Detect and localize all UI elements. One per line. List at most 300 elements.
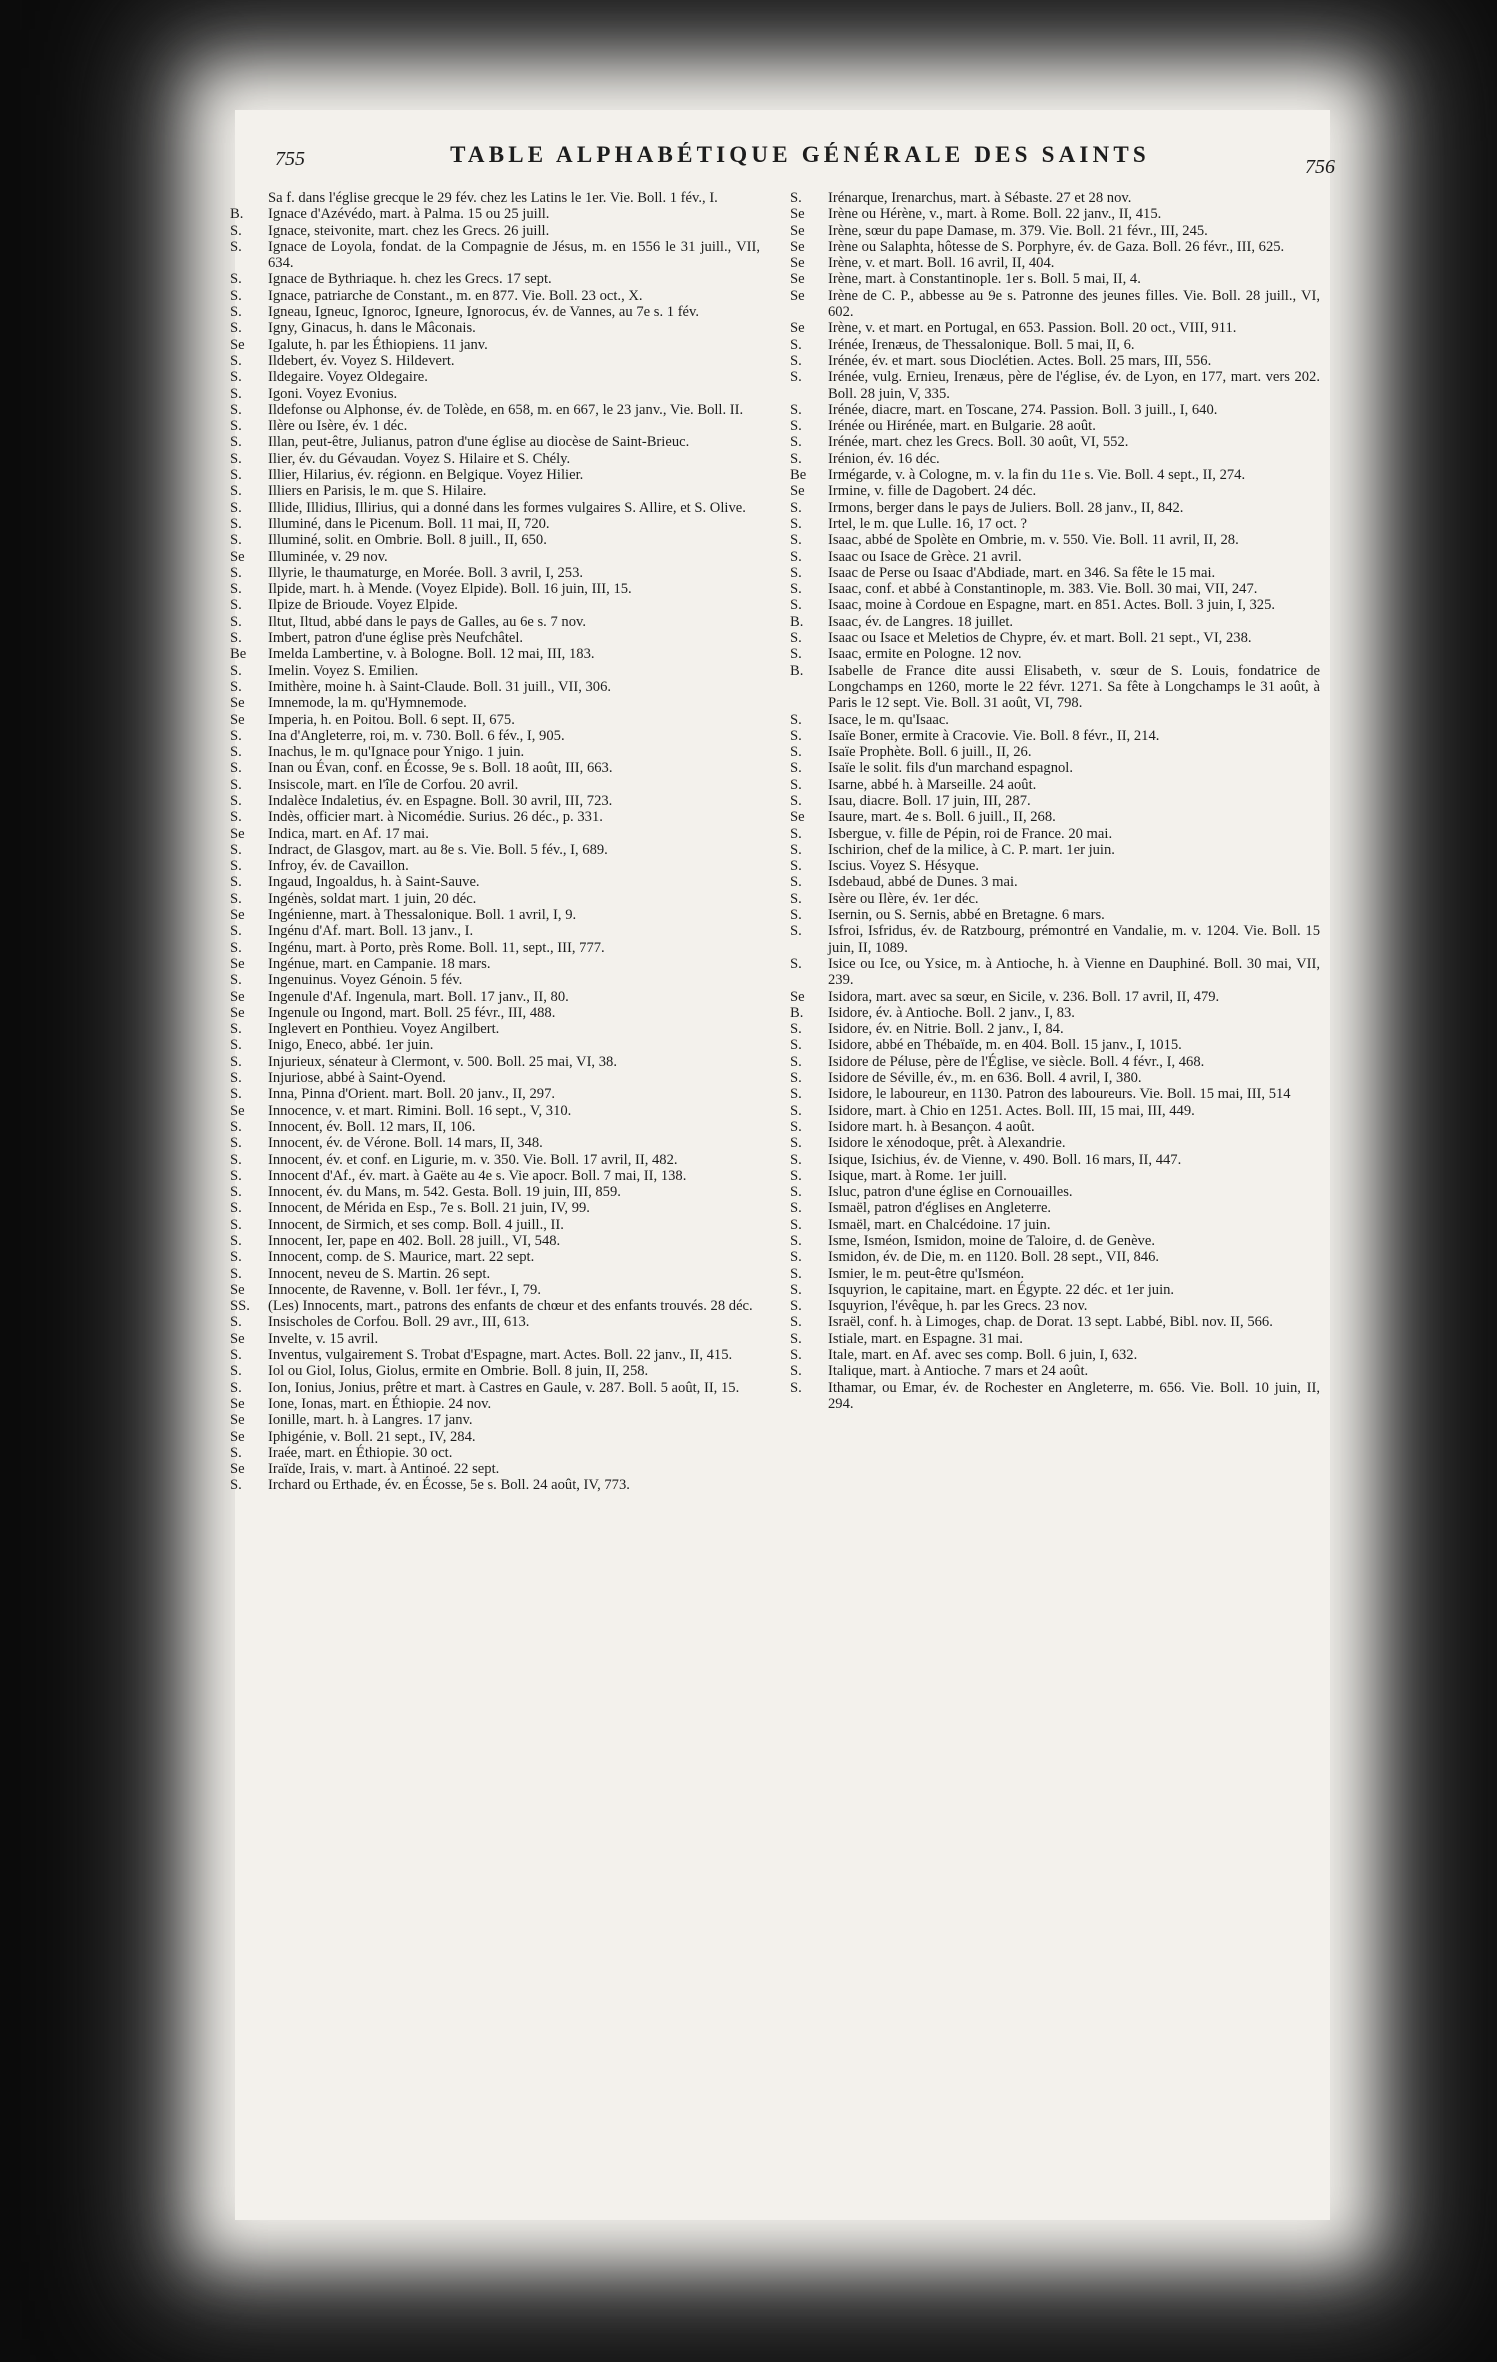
index-entry <box>790 793 1320 809</box>
index-entry <box>790 1233 1320 1249</box>
entry-title-abbrev: Se <box>230 1395 245 1412</box>
entry-title-abbrev: Se <box>230 336 245 353</box>
index-entry <box>230 1477 760 1493</box>
entry-title-abbrev: Se <box>230 988 245 1005</box>
entry-text: Irène, v. et mart. en Portugal, en 653. Passion. Boll. 20 oct., VIII, 911. <box>828 320 1237 337</box>
entry-title-abbrev: S. <box>230 418 242 435</box>
index-entry <box>790 1021 1320 1037</box>
index-entry <box>790 549 1320 565</box>
entry-title-abbrev: S. <box>790 1070 802 1087</box>
entry-text: Illiers en Parisis, le m. que S. Hilaire. <box>268 483 487 500</box>
entry-text: Igny, Ginacus, h. dans le Mâconais. <box>268 320 476 337</box>
entry-title-abbrev: S. <box>230 727 242 744</box>
entry-title-abbrev: S. <box>230 809 242 826</box>
index-entry <box>230 744 760 760</box>
entry-text: Ionille, mart. h. à Langres. 17 janv. <box>268 1412 473 1429</box>
entry-title-abbrev: S. <box>790 1249 802 1266</box>
index-entry <box>230 679 760 695</box>
entry-title-abbrev: S. <box>790 776 802 793</box>
entry-title-abbrev: S. <box>790 336 802 353</box>
entry-title-abbrev: S. <box>790 1021 802 1038</box>
index-entry <box>230 1184 760 1200</box>
page-number-right: 756 <box>1305 156 1335 178</box>
entry-title-abbrev: S. <box>230 613 242 630</box>
entry-title-abbrev: S. <box>230 564 242 581</box>
entry-text: Inigo, Eneco, abbé. 1er juin. <box>268 1037 434 1054</box>
entry-title-abbrev: S. <box>790 581 802 598</box>
entry-text: Innocent, év. de Vérone. Boll. 14 mars, II, 348. <box>268 1135 543 1152</box>
entry-title-abbrev: S. <box>230 1118 242 1135</box>
index-entry <box>230 630 760 646</box>
entry-text: Ildebert, év. Voyez S. Hildevert. <box>268 352 455 369</box>
entry-text: Isluc, patron d'une église en Cornouailles. <box>828 1184 1073 1201</box>
index-entry <box>230 1266 760 1282</box>
index-entry <box>230 874 760 890</box>
entry-text: Ithamar, ou Emar, év. de Rochester en Angleterre, m. 656. Vie. Boll. 10 juin, II, 294. <box>828 1379 1320 1412</box>
entry-title-abbrev: Se <box>790 320 805 337</box>
entry-text: Ingenuinus. Voyez Génoin. 5 fév. <box>268 972 463 989</box>
index-entry <box>790 418 1320 434</box>
entry-title-abbrev: S. <box>790 923 802 940</box>
entry-title-abbrev: S. <box>230 515 242 532</box>
index-entry <box>230 1249 760 1265</box>
index-entry <box>230 1168 760 1184</box>
entry-text: Imithère, moine h. à Saint-Claude. Boll. 31 juill., VII, 306. <box>268 678 612 695</box>
index-entry <box>230 288 760 304</box>
index-entry <box>790 1054 1320 1070</box>
index-entry <box>790 532 1320 548</box>
entry-text: Ismaël, patron d'églises en Angleterre. <box>828 1200 1052 1217</box>
entry-text: Injurieux, sénateur à Clermont, v. 500. Boll. 25 mai, VI, 38. <box>268 1053 617 1070</box>
index-entry <box>230 1037 760 1053</box>
index-entry <box>790 630 1320 646</box>
index-entry <box>790 663 1320 712</box>
index-entry <box>790 581 1320 597</box>
entry-text: Innocente, de Ravenne, v. Boll. 1er févr., I, 79. <box>268 1281 542 1298</box>
index-entry <box>790 353 1320 369</box>
entry-text: Ingenule d'Af. Ingenula, mart. Boll. 17 janv., II, 80. <box>268 988 569 1005</box>
entry-text: Irmégarde, v. à Cologne, m. v. la fin du 11e s. Vie. Boll. 4 sept., II, 274. <box>828 467 1246 484</box>
entry-text: Illide, Illidius, Illirius, qui a donné dans les formes vulgaires S. Allire, et S. Olive. <box>268 499 746 516</box>
entry-text: Isidore de Séville, év., m. en 636. Boll. 4 avril, I, 380. <box>828 1070 1142 1087</box>
entry-text: Israël, conf. h. à Limoges, chap. de Dorat. 13 sept. Labbé, Bibl. nov. II, 566. <box>828 1314 1273 1331</box>
entry-text: Imelda Lambertine, v. à Bologne. Boll. 12 mai, III, 183. <box>268 646 595 663</box>
entry-title-abbrev: S. <box>230 1216 242 1233</box>
entry-title-abbrev: S. <box>230 1314 242 1331</box>
entry-text: Isarne, abbé h. à Marseille. 24 août. <box>828 776 1037 793</box>
index-entry <box>230 516 760 532</box>
entry-text: Illan, peut-être, Julianus, patron d'une église au diocèse de Saint-Brieuc. <box>268 434 690 451</box>
entry-text: Imelin. Voyez S. Emilien. <box>268 662 419 679</box>
index-entry <box>230 956 760 972</box>
entry-text: Igneau, Igneuc, Ignoroc, Igneure, Ignorocus, év. de Vannes, au 7e s. 1 fév. <box>268 304 700 321</box>
entry-text: Ingaud, Ingoaldus, h. à Saint-Sauve. <box>268 874 480 891</box>
entry-title-abbrev: Se <box>790 206 805 223</box>
index-entry <box>790 1282 1320 1298</box>
entry-text: Iphigénie, v. Boll. 21 sept., IV, 284. <box>268 1428 476 1445</box>
index-entry <box>790 1037 1320 1053</box>
index-entry <box>790 402 1320 418</box>
entry-text: Irmine, v. fille de Dagobert. 24 déc. <box>828 483 1037 500</box>
entry-title-abbrev: S. <box>230 972 242 989</box>
index-entry <box>230 434 760 450</box>
index-entry <box>230 1282 760 1298</box>
entry-title-abbrev: B. <box>790 1004 804 1021</box>
entry-text: Isernin, ou S. Sernis, abbé en Bretagne. 6 mars. <box>828 907 1105 924</box>
entry-title-abbrev: Se <box>790 988 805 1005</box>
entry-text: Indract, de Glasgov, mart. au 8e s. Vie. Boll. 5 fév., I, 689. <box>268 841 608 858</box>
entry-title-abbrev: S. <box>790 1184 802 1201</box>
entry-title-abbrev: S. <box>230 923 242 940</box>
index-entry <box>230 337 760 353</box>
entry-title-abbrev: S. <box>790 825 802 842</box>
entry-text: (Les) Innocents, mart., patrons des enfants de chœur et des enfants trouvés. 28 déc. <box>268 1298 753 1315</box>
index-entry <box>790 271 1320 287</box>
entry-title-abbrev: S. <box>790 711 802 728</box>
index-entry <box>230 777 760 793</box>
entry-title-abbrev: S. <box>230 532 242 549</box>
entry-title-abbrev: Se <box>230 1281 245 1298</box>
page-number-left: 755 <box>275 148 305 170</box>
entry-text: Ingénienne, mart. à Thessalonique. Boll. 1 avril, I, 9. <box>268 907 577 924</box>
index-entry <box>790 451 1320 467</box>
entry-title-abbrev: Se <box>230 1412 245 1429</box>
left-column <box>230 190 760 1494</box>
entry-text: Isdebaud, abbé de Dunes. 3 mai. <box>828 874 1018 891</box>
index-entry <box>230 760 760 776</box>
index-entry <box>230 1152 760 1168</box>
entry-title-abbrev: S. <box>230 1086 242 1103</box>
entry-title-abbrev: S. <box>790 858 802 875</box>
entry-title-abbrev: S. <box>790 1298 802 1315</box>
entry-text: Iscius. Voyez S. Hésyque. <box>828 858 980 875</box>
index-entry <box>790 500 1320 516</box>
entry-title-abbrev: Se <box>790 222 805 239</box>
entry-title-abbrev: S. <box>230 630 242 647</box>
entry-title-abbrev: S. <box>790 646 802 663</box>
index-entry <box>230 1412 760 1428</box>
entry-text: Isquyrion, l'évêque, h. par les Grecs. 23 nov. <box>828 1298 1088 1315</box>
entry-text: Ignace, patriarche de Constant., m. en 877. Vie. Boll. 23 oct., X. <box>268 287 643 304</box>
entry-title-abbrev: S. <box>790 352 802 369</box>
index-entry <box>230 304 760 320</box>
entry-text: Ismaël, mart. en Chalcédoine. 17 juin. <box>828 1216 1051 1233</box>
entry-text: Innocent, neveu de S. Martin. 26 sept. <box>268 1265 491 1282</box>
entry-text: Infroy, év. de Cavaillon. <box>268 858 409 875</box>
index-entry <box>230 581 760 597</box>
entry-title-abbrev: S. <box>790 1347 802 1364</box>
entry-title-abbrev: S. <box>230 499 242 516</box>
entry-title-abbrev: S. <box>230 483 242 500</box>
entry-title-abbrev: Se <box>230 955 245 972</box>
page-title: TABLE ALPHABÉTIQUE GÉNÉRALE DES SAINTS <box>450 142 1150 167</box>
entry-text: Ion, Ionius, Jonius, prêtre et mart. à Castres en Gaule, v. 287. Boll. 5 août, II, 15. <box>268 1379 740 1396</box>
entry-text: Irénée ou Hirénée, mart. en Bulgarie. 28 août. <box>828 418 1096 435</box>
entry-title-abbrev: S. <box>230 874 242 891</box>
entry-title-abbrev: S. <box>790 630 802 647</box>
entry-title-abbrev: S. <box>790 1167 802 1184</box>
entry-text: Isidore le xénodoque, prêt. à Alexandrie. <box>828 1135 1066 1152</box>
entry-title-abbrev: S. <box>230 939 242 956</box>
entry-text: Irénée, mart. chez les Grecs. Boll. 30 août, VI, 552. <box>828 434 1129 451</box>
entry-title-abbrev: S. <box>230 858 242 875</box>
right-column <box>790 190 1320 1412</box>
entry-title-abbrev: Se <box>790 271 805 288</box>
index-entry <box>790 1298 1320 1314</box>
index-entry <box>230 1363 760 1379</box>
index-entry <box>230 793 760 809</box>
entry-title-abbrev: S. <box>230 434 242 451</box>
entry-text: Insischoles de Corfou. Boll. 29 avr., III, 613. <box>268 1314 530 1331</box>
entry-text: Irène, mart. à Constantinople. 1er s. Boll. 5 mai, II, 4. <box>828 271 1141 288</box>
entry-title-abbrev: S. <box>230 238 242 255</box>
entry-text: Irène, sœur du pape Damase, m. 379. Vie. Boll. 21 févr., III, 245. <box>828 222 1208 239</box>
index-entry <box>230 826 760 842</box>
entry-title-abbrev: Se <box>790 238 805 255</box>
entry-title-abbrev: S. <box>790 1053 802 1070</box>
entry-title-abbrev: S. <box>230 1265 242 1282</box>
index-entry <box>790 744 1320 760</box>
entry-title-abbrev: Se <box>230 907 245 924</box>
index-entry <box>230 565 760 581</box>
index-entry <box>790 516 1320 532</box>
index-entry <box>790 1086 1320 1102</box>
index-entry <box>230 646 760 662</box>
index-entry <box>230 271 760 287</box>
index-entry <box>230 239 760 272</box>
entry-text: Irène ou Salaphta, hôtesse de S. Porphyre, év. de Gaza. Boll. 26 févr., III, 625. <box>828 238 1285 255</box>
index-entry <box>230 1103 760 1119</box>
index-entry <box>230 418 760 434</box>
entry-text: Illuminée, v. 29 nov. <box>268 548 388 565</box>
entry-title-abbrev: S. <box>790 1216 802 1233</box>
entry-text: Irénée, vulg. Ernieu, Irenæus, père de l'église, év. de Lyon, en 177, mart. vers 202. Boll. 28 juin, V, 335. <box>828 369 1320 402</box>
entry-text: Imbert, patron d'une église près Neufchâtel. <box>268 630 524 647</box>
index-entry <box>790 1314 1320 1330</box>
entry-text: Injuriose, abbé à Saint-Oyend. <box>268 1070 446 1087</box>
entry-text: Irène, v. et mart. Boll. 16 avril, II, 404. <box>828 255 1055 272</box>
index-entry <box>790 1152 1320 1168</box>
index-entry <box>230 223 760 239</box>
index-entry <box>790 923 1320 956</box>
entry-text: Isace, le m. qu'Isaac. <box>828 711 949 728</box>
entry-text: Ilère ou Isère, év. 1 déc. <box>268 418 408 435</box>
entry-text: Innocent, év. et conf. en Ligurie, m. v. 350. Vie. Boll. 17 avril, II, 482. <box>268 1151 678 1168</box>
index-entry <box>790 891 1320 907</box>
entry-title-abbrev: S. <box>790 907 802 924</box>
index-entry <box>790 206 1320 222</box>
entry-title-abbrev: S. <box>790 727 802 744</box>
entry-text: Igoni. Voyez Evonius. <box>268 385 398 402</box>
index-entry <box>230 369 760 385</box>
index-entry <box>790 1363 1320 1379</box>
entry-text: Illyrie, le thaumaturge, en Morée. Boll. 3 avril, I, 253. <box>268 564 584 581</box>
entry-title-abbrev: S. <box>230 1379 242 1396</box>
entry-title-abbrev: S. <box>790 1151 802 1168</box>
index-entry <box>790 1200 1320 1216</box>
entry-title-abbrev: S. <box>790 874 802 891</box>
entry-text: Isaïe Prophète. Boll. 6 juill., II, 26. <box>828 744 1032 761</box>
continuation-text: Sa f. dans l'église grecque le 29 fév. chez les Latins le 1er. Vie. Boll. 1 fév., I. <box>268 190 718 206</box>
entry-title-abbrev: S. <box>230 352 242 369</box>
entry-text: Isaïe le solit. fils d'un marchand espagnol. <box>828 760 1073 777</box>
entry-text: Inglevert en Ponthieu. Voyez Angilbert. <box>268 1021 500 1038</box>
entry-text: Irénée, diacre, mart. en Toscane, 274. Passion. Boll. 3 juill., I, 640. <box>828 401 1218 418</box>
entry-text: Ilier, év. du Gévaudan. Voyez S. Hilaire et S. Chély. <box>268 450 571 467</box>
entry-title-abbrev: Se <box>230 1461 245 1478</box>
entry-title-abbrev: S. <box>230 320 242 337</box>
index-entry <box>790 809 1320 825</box>
index-entry <box>790 1380 1320 1413</box>
entry-title-abbrev: S. <box>790 548 802 565</box>
entry-text: Isaac, conf. et abbé à Constantinople, m. 383. Vie. Boll. 30 mai, VII, 247. <box>828 581 1258 598</box>
entry-title-abbrev: B. <box>230 206 244 223</box>
index-entry <box>230 451 760 467</box>
entry-text: Ildefonse ou Alphonse, év. de Tolède, en 658, m. en 667, le 23 janv., Vie. Boll. II. <box>268 401 744 418</box>
entry-title-abbrev: S. <box>790 450 802 467</box>
entry-title-abbrev: S. <box>790 890 802 907</box>
entry-text: Ischirion, chef de la milice, à C. P. mart. 1er juin. <box>828 841 1115 858</box>
entry-title-abbrev: S. <box>230 678 242 695</box>
entry-text: Innocent, év. Boll. 12 mars, II, 106. <box>268 1118 476 1135</box>
index-entry <box>230 1445 760 1461</box>
index-entry <box>790 255 1320 271</box>
entry-title-abbrev: S. <box>790 1135 802 1152</box>
index-entry <box>790 1347 1320 1363</box>
entry-title-abbrev: Se <box>230 1102 245 1119</box>
entry-text: Irénion, év. 16 déc. <box>828 450 940 467</box>
entry-text: Isaac, ermite en Pologne. 12 nov. <box>828 646 1022 663</box>
entry-title-abbrev: S. <box>230 1200 242 1217</box>
entry-text: Igalute, h. par les Éthiopiens. 11 janv. <box>268 336 488 353</box>
entry-text: Invelte, v. 15 avril. <box>268 1330 379 1347</box>
entry-text: Isidore mart. h. à Besançon. 4 août. <box>828 1118 1035 1135</box>
entry-text: Italique, mart. à Antioche. 7 mars et 24 août. <box>828 1363 1089 1380</box>
index-entry <box>230 1005 760 1021</box>
entry-title-abbrev: S. <box>230 385 242 402</box>
index-entry <box>230 353 760 369</box>
index-entry <box>790 467 1320 483</box>
entry-text: Iraïde, Irais, v. mart. à Antinoé. 22 sept. <box>268 1461 500 1478</box>
entry-title-abbrev: S. <box>790 1363 802 1380</box>
index-entry <box>230 1298 760 1314</box>
entry-title-abbrev: S. <box>230 1184 242 1201</box>
index-entry <box>790 777 1320 793</box>
entry-text: Ignace, steivonite, mart. chez les Grecs. 26 juill. <box>268 222 550 239</box>
entry-title-abbrev: S. <box>790 760 802 777</box>
entry-title-abbrev: S. <box>790 1037 802 1054</box>
index-entry <box>230 386 760 402</box>
entry-text: Isidore, abbé en Thébaïde, m. en 404. Boll. 15 janv., I, 1015. <box>828 1037 1182 1054</box>
index-entry <box>230 1347 760 1363</box>
entry-title-abbrev: S. <box>230 1070 242 1087</box>
entry-text: Innocent, de Sirmich, et ses comp. Boll. 4 juill., II. <box>268 1216 564 1233</box>
index-entry <box>790 858 1320 874</box>
entry-title-abbrev: S. <box>230 304 242 321</box>
entry-text: Isaac, év. de Langres. 18 juillet. <box>828 613 1014 630</box>
entry-title-abbrev: S. <box>230 271 242 288</box>
entry-text: Innocent, comp. de S. Maurice, mart. 22 sept. <box>268 1249 535 1266</box>
index-entry <box>790 1119 1320 1135</box>
index-entry <box>230 1380 760 1396</box>
index-entry <box>230 842 760 858</box>
index-entry <box>230 663 760 679</box>
entry-title-abbrev: S. <box>790 1200 802 1217</box>
entry-title-abbrev: S. <box>230 597 242 614</box>
index-entry <box>230 614 760 630</box>
entry-title-abbrev: S. <box>790 792 802 809</box>
index-entry <box>230 320 760 336</box>
entry-title-abbrev: S. <box>790 369 802 386</box>
index-entry <box>790 1005 1320 1021</box>
entry-text: Illier, Hilarius, év. régionn. en Belgique. Voyez Hilier. <box>268 467 584 484</box>
entry-text: Irène ou Hérène, v., mart. à Rome. Boll. 22 janv., II, 415. <box>828 206 1162 223</box>
entry-title-abbrev: S. <box>230 369 242 386</box>
index-entry <box>230 923 760 939</box>
entry-text: Isaac ou Isace de Grèce. 21 avril. <box>828 548 1022 565</box>
entry-text: Inna, Pinna d'Orient. mart. Boll. 20 janv., II, 297. <box>268 1086 556 1103</box>
index-entry <box>790 565 1320 581</box>
entry-title-abbrev: S. <box>790 564 802 581</box>
index-entry <box>790 614 1320 630</box>
entry-title-abbrev: Se <box>790 809 805 826</box>
entry-title-abbrev: S. <box>790 1265 802 1282</box>
entry-text: Irénée, év. et mart. sous Dioclétien. Actes. Boll. 25 mars, III, 556. <box>828 352 1212 369</box>
entry-title-abbrev: S. <box>230 1037 242 1054</box>
index-entry <box>230 597 760 613</box>
entry-text: Ignace de Loyola, fondat. de la Compagnie de Jésus, m. en 1556 le 31 juill., VII, 634. <box>268 238 760 272</box>
entry-title-abbrev: S. <box>790 1118 802 1135</box>
entry-title-abbrev: Se <box>790 255 805 272</box>
index-entry <box>790 760 1320 776</box>
entry-text: Isabelle de France dite aussi Elisabeth, v. sœur de S. Louis, fondatrice de Longchamps en 1260, morte le 22 févr. 1271. Sa fête à Longchamps le 31 août, à Paris le 12 sept. Vie. Boll. 31 août, VI, 798. <box>828 662 1320 712</box>
entry-text: Inan ou Évan, conf. en Écosse, 9e s. Boll. 18 août, III, 663. <box>268 760 613 777</box>
entry-title-abbrev: Se <box>790 483 805 500</box>
index-entry <box>230 1429 760 1445</box>
entry-title-abbrev: S. <box>230 1249 242 1266</box>
entry-title-abbrev: S. <box>790 1086 802 1103</box>
entry-text: Isfroi, Isfridus, év. de Ratzbourg, prémontré en Vandalie, m. v. 1204. Vie. Boll. 15 juin, II, 1089. <box>828 923 1320 956</box>
entry-text: Isidora, mart. avec sa sœur, en Sicile, v. 236. Boll. 17 avril, II, 479. <box>828 988 1220 1005</box>
index-entry <box>230 532 760 548</box>
entry-title-abbrev: S. <box>230 467 242 484</box>
entry-title-abbrev: S. <box>230 287 242 304</box>
index-entry <box>230 1021 760 1037</box>
index-entry <box>230 1233 760 1249</box>
entry-title-abbrev: Se <box>230 711 245 728</box>
index-entry <box>790 320 1320 336</box>
index-entry <box>230 1461 760 1477</box>
index-entry <box>230 891 760 907</box>
entry-text: Irène de C. P., abbesse au 9e s. Patronne des jeunes filles. Vie. Boll. 28 juill., VI, 602. <box>828 287 1320 321</box>
entry-text: Innocent, év. du Mans, m. 542. Gesta. Boll. 19 juin, III, 859. <box>268 1184 621 1201</box>
entry-title-abbrev: S. <box>230 890 242 907</box>
entry-text: Isau, diacre. Boll. 17 juin, III, 287. <box>828 792 1031 809</box>
index-entry <box>230 467 760 483</box>
index-entry <box>230 483 760 499</box>
entry-text: Innocent, de Mérida en Esp., 7e s. Boll. 21 juin, IV, 99. <box>268 1200 590 1217</box>
index-entry <box>790 1266 1320 1282</box>
entry-text: Illuminé, dans le Picenum. Boll. 11 mai, II, 720. <box>268 515 550 532</box>
entry-text: Illuminé, solit. en Ombrie. Boll. 8 juill., II, 650. <box>268 532 547 549</box>
entry-title-abbrev: Se <box>790 287 805 304</box>
entry-title-abbrev: S. <box>230 1053 242 1070</box>
index-entry <box>790 434 1320 450</box>
index-entry <box>230 1054 760 1070</box>
entry-text: Isme, Isméon, Ismidon, moine de Taloire, d. de Genève. <box>828 1233 1155 1249</box>
index-entry <box>790 907 1320 923</box>
entry-title-abbrev: S. <box>230 1233 242 1249</box>
